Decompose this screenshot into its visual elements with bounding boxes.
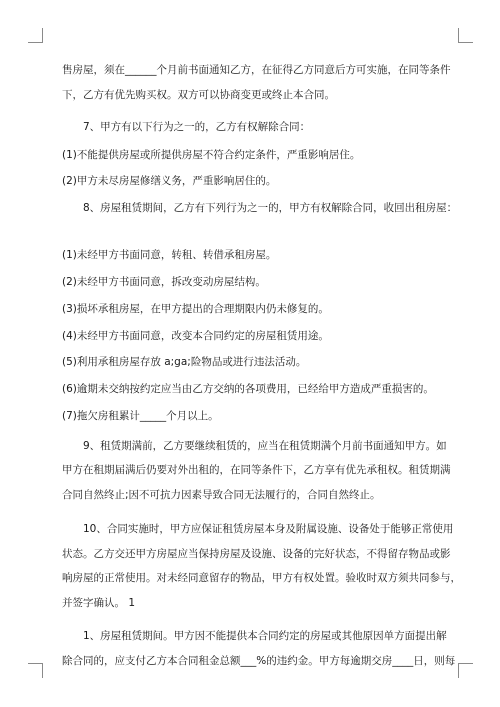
crop-mark-bottom-left [28, 663, 43, 678]
crop-mark-bottom-right [458, 663, 473, 678]
paragraph-line: 售房屋，须在______个月前书面通知乙方，在征得乙方同意后方可实施，在同等条件 [62, 64, 451, 76]
crop-mark-top-right [458, 28, 473, 43]
clause-7-heading: 7、甲方有以下行为之一的，乙方有权解除合同： [83, 121, 311, 133]
list-item: (1)不能提供房屋或所提供房屋不符合约定条件，严重影响居住。 [62, 149, 361, 161]
list-item: (5)利用承租房屋存放 a;ga;险物品或进行违法活动。 [62, 356, 307, 368]
clause-10-line: 10、合同实施时，甲方应保证租赁房屋本身及附属设施、设备处于能够正常使用 [83, 523, 454, 535]
paragraph-line: 下，乙方有优先购买权。双方可以协商变更或终止本合同。 [62, 89, 335, 101]
paragraph-line: 响房屋的正常使用。对未经同意留存的物品，甲方有权处置。验收时双方须共同参与， [62, 572, 461, 584]
paragraph-line: 除合同的，应支付乙方本合同租金总额___%的违约金。甲方每逾期交房____日，则每 [62, 655, 456, 667]
paragraph-line: 并签字确认。 1 [62, 597, 136, 609]
paragraph-line: 合同自然终止;因不可抗力因素导致合同无法履行的，合同自然终止。 [62, 489, 381, 501]
list-item: (4)未经甲方书面同意，改变本合同约定的房屋租赁用途。 [62, 330, 329, 342]
list-item: (2)未经甲方书面同意，拆改变动房屋结构。 [62, 276, 266, 288]
list-item: (6)逾期未交纳按约定应当由乙方交纳的各项费用，已经给甲方造成严重损害的。 [62, 383, 434, 395]
clause-8-heading: 8、房屋租赁期间，乙方有下列行为之一的，甲方有权解除合同，收回出租房屋： [83, 202, 458, 214]
crop-mark-top-left [28, 28, 43, 43]
list-item: (7)拖欠房租累计_____个月以上。 [62, 410, 219, 422]
clause-9-line: 9、租赁期满前，乙方要继续租赁的，应当在租赁期满个月前书面通知甲方。如 [83, 440, 447, 452]
clause-1-line: 1、房屋租赁期间。甲方因不能提供本合同约定的房屋或其他原因单方面提出解 [83, 630, 447, 642]
paragraph-line: 甲方在租期届满后仍要对外出租的，在同等条件下，乙方享有优先承租权。租赁期满 [62, 464, 451, 476]
list-item: (2)甲方未尽房屋修缮义务，严重影响居住的。 [62, 175, 277, 187]
paragraph-line: 状态。乙方交还甲方房屋应当保持房屋及设施、设备的完好状态，不得留存物品或影 [62, 548, 451, 560]
list-item: (1)未经甲方书面同意，转租、转借承租房屋。 [62, 249, 277, 261]
list-item: (3)损坏承租房屋，在甲方提出的合理期限内仍未修复的。 [62, 303, 329, 315]
